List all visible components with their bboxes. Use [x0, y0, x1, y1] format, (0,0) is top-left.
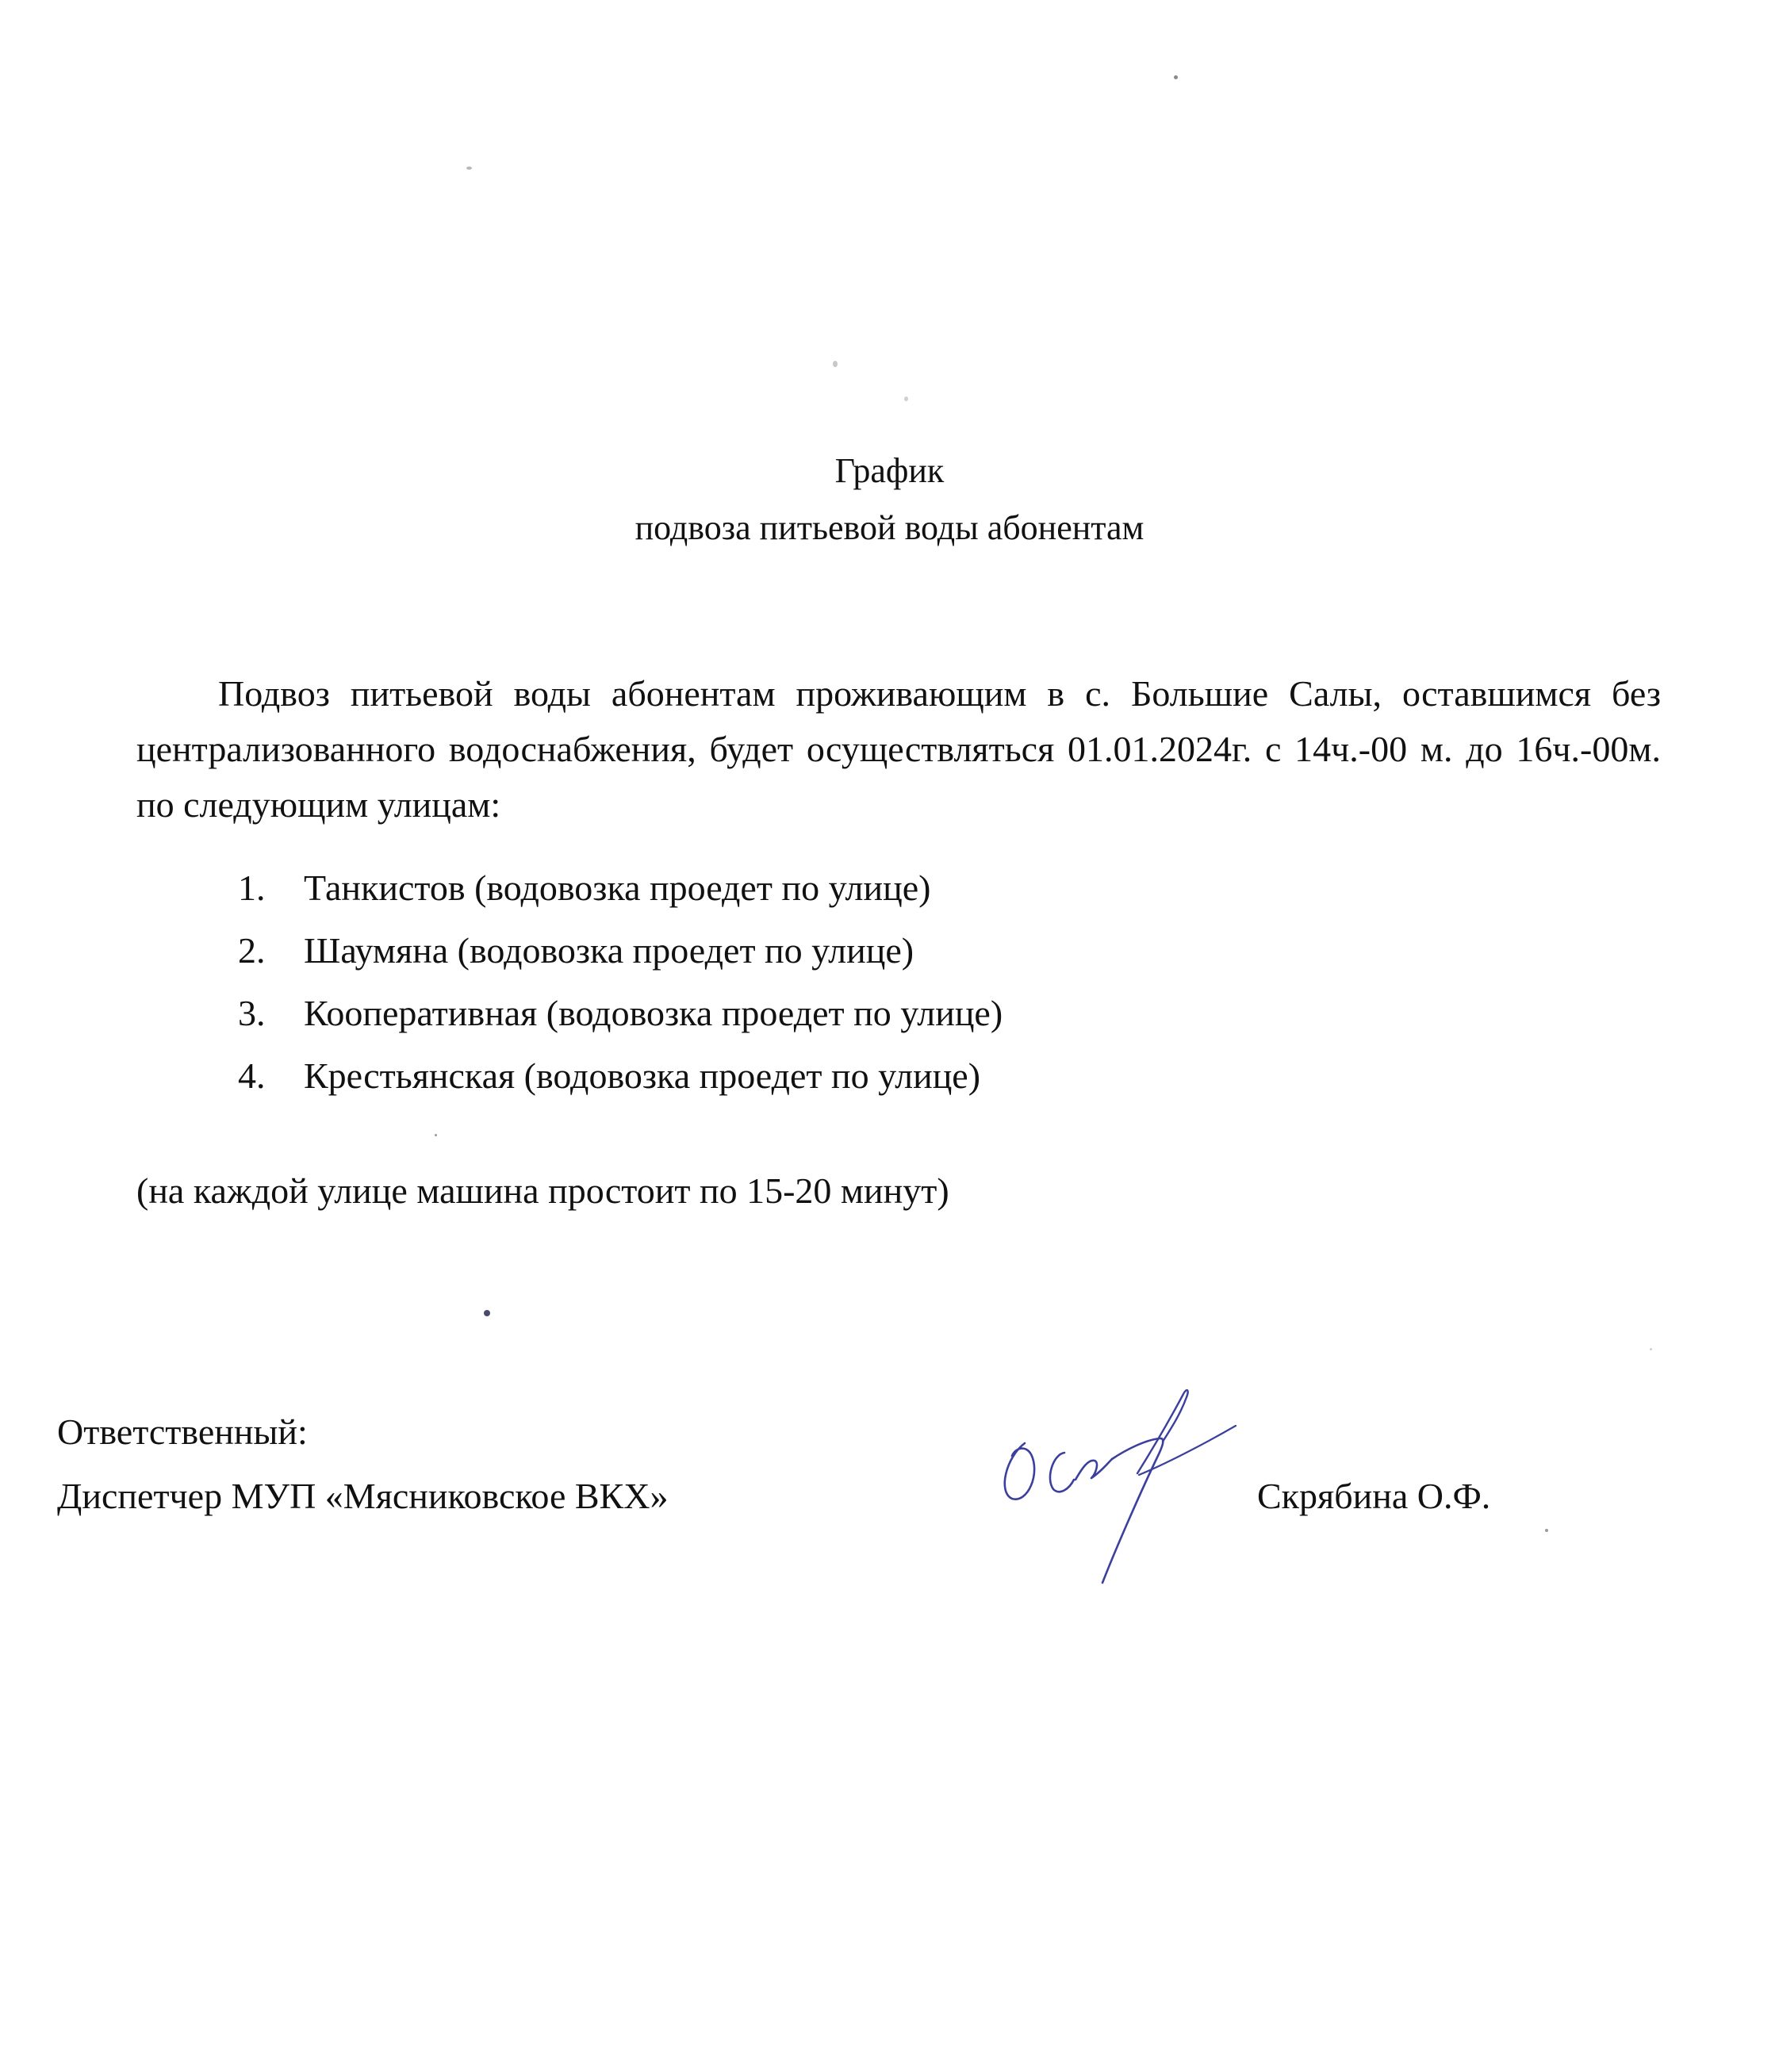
list-item: [238, 982, 1003, 1044]
responsible-label: Ответственный:: [57, 1411, 308, 1452]
scan-speck: [904, 396, 908, 401]
waiting-time-note: (на каждой улице машина простоит по 15-20 минут): [136, 1170, 949, 1211]
scan-speck: [1650, 1348, 1652, 1350]
scan-speck: [1174, 75, 1178, 79]
signature-stroke: [1137, 1390, 1188, 1473]
scan-speck: [435, 1134, 437, 1136]
scan-speck: [466, 167, 472, 170]
signature-stroke: [1075, 1459, 1112, 1480]
scan-speck: [484, 1310, 490, 1316]
signature-stroke: [1005, 1443, 1034, 1499]
list-item: [238, 856, 1003, 919]
document-title: График: [834, 451, 945, 490]
list-item-number: 1.: [238, 867, 266, 908]
signer-position: Диспетчер МУП «Мясниковское ВКХ»: [57, 1476, 669, 1516]
signature-icon: [976, 1380, 1253, 1594]
signature-stroke: [1050, 1453, 1074, 1492]
list-item-number: 2.: [238, 930, 266, 971]
street-list: [238, 856, 1003, 1107]
document-heading: [0, 442, 1779, 557]
list-item: [238, 1044, 1003, 1107]
document-subtitle: подвоза питьевой воды абонентам: [635, 508, 1144, 547]
list-item-text: Шаумяна (водовозка проедет по улице): [304, 930, 914, 971]
list-item-text: Крестьянская (водовозка проедет по улице): [304, 1055, 981, 1096]
list-item: [238, 919, 1003, 982]
list-item-text: Танкистов (водовозка проедет по улице): [304, 867, 931, 908]
list-item-number: 3.: [238, 993, 266, 1033]
scan-speck: [1545, 1529, 1548, 1532]
scan-speck: [833, 361, 838, 367]
body-paragraph: Подвоз питьевой воды абонентам проживающим в с. Большие Салы, оставшимся без централизованного водоснабжения, будет осуществляться 01.01.2024г. с 14ч.-00 м. до 16ч.-00м. по следующим улицам:: [136, 673, 1661, 825]
list-item-text: Кооперативная (водовозка проедет по улице): [304, 993, 1003, 1033]
signer-name: Скрябина О.Ф.: [1257, 1476, 1491, 1516]
list-item-number: 4.: [238, 1055, 266, 1096]
